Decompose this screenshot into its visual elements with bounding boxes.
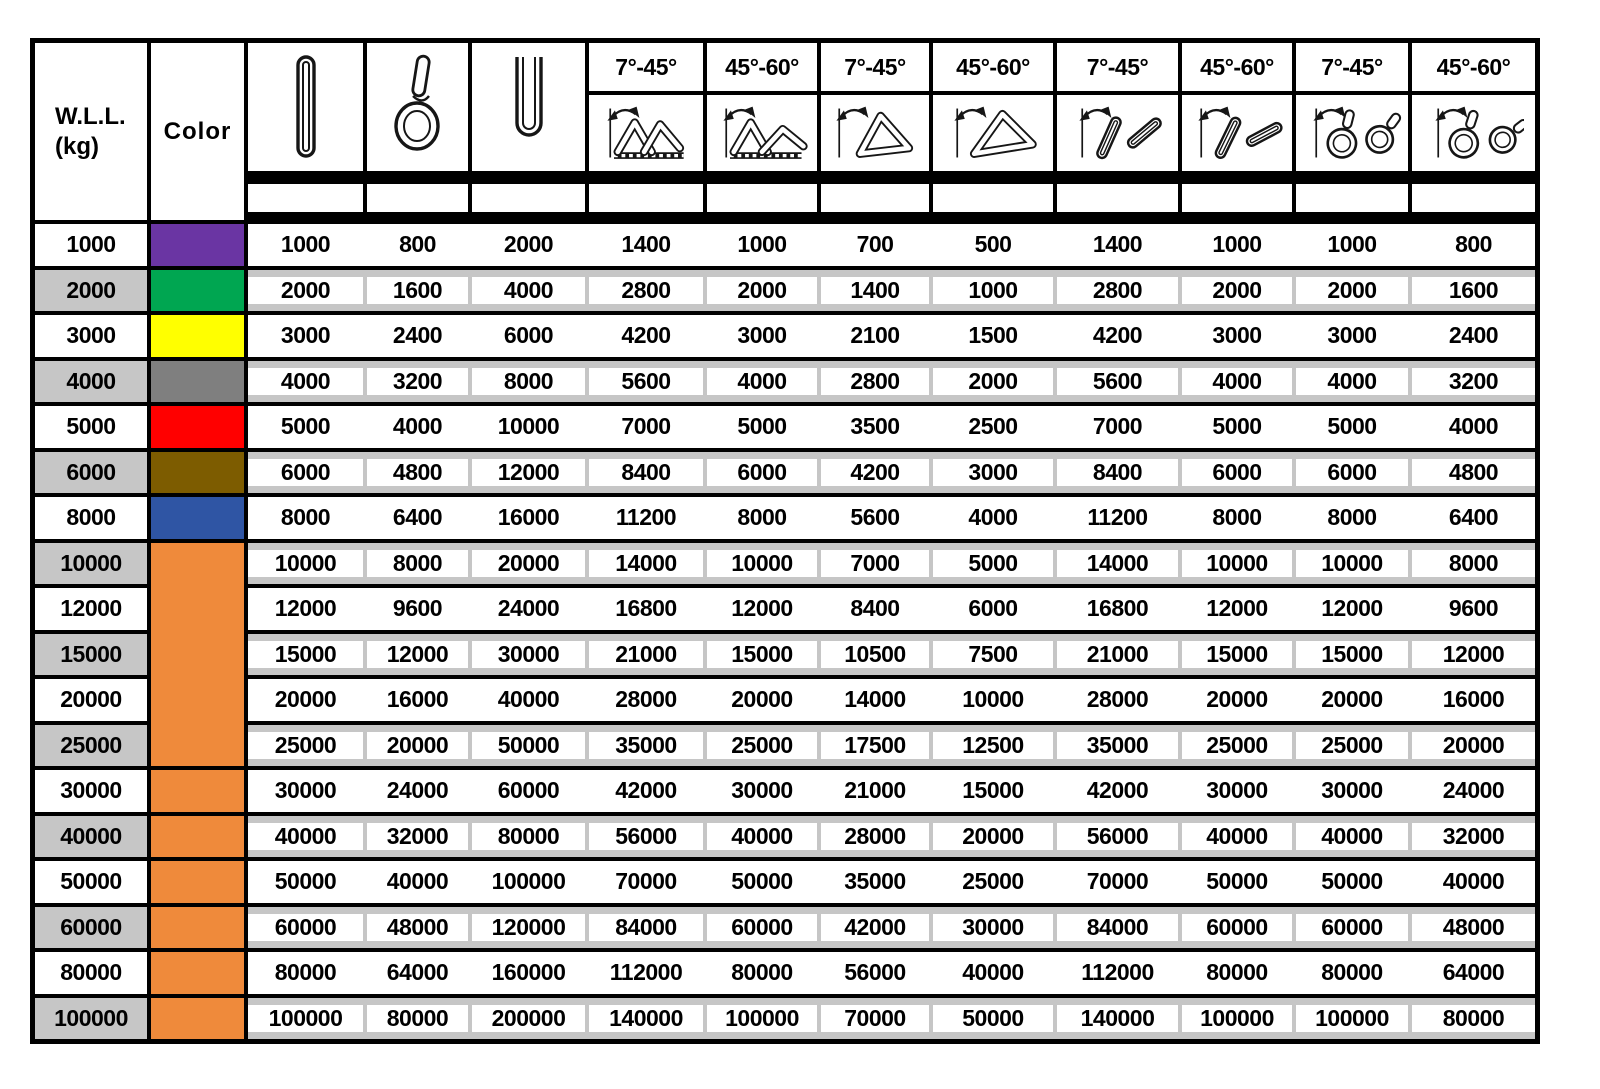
cell-value: 1000 [933, 277, 1053, 304]
cell-value: 8000 [1182, 504, 1292, 531]
cell-value: 40000 [1296, 823, 1408, 850]
cell-value: 70000 [821, 1005, 929, 1032]
cell-value: 5000 [707, 413, 817, 440]
cell-value: 2500 [933, 413, 1053, 440]
cell-value: 21000 [1057, 641, 1178, 668]
value-row [248, 270, 1535, 312]
cell-value: 25000 [933, 868, 1053, 895]
angle-range-label: 45°-60° [707, 43, 817, 91]
load-factor-label: L=1.4 [1057, 184, 1178, 212]
cell-value: 11200 [1057, 504, 1178, 531]
cell-value: 112000 [1057, 959, 1178, 986]
cell-value: 16000 [367, 686, 468, 713]
cell-value: 1000 [1296, 231, 1408, 258]
cell-value: 100000 [1296, 1005, 1408, 1032]
cell-value: 500 [933, 231, 1053, 258]
cell-value: 160000 [472, 959, 585, 986]
cell-value: 3000 [248, 322, 363, 349]
cell-value: 15000 [707, 641, 817, 668]
cell-value: 21000 [821, 777, 929, 804]
cell-value: 8000 [1296, 504, 1408, 531]
cell-value: 12000 [1296, 595, 1408, 622]
cell-value: 6000 [472, 322, 585, 349]
color-swatch-yellow [151, 315, 244, 357]
cell-value: 10500 [821, 641, 929, 668]
cell-value: 8000 [472, 368, 585, 395]
wll-header-line2: (kg) [55, 132, 99, 160]
wll-value-cell: 40000 [35, 816, 147, 858]
cell-value: 2800 [589, 277, 703, 304]
wll-value-cell: 10000 [35, 543, 147, 585]
cell-value: 50000 [933, 1005, 1053, 1032]
cell-value: 8400 [589, 459, 703, 486]
cell-value: 35000 [821, 868, 929, 895]
cell-value: 2000 [1296, 277, 1408, 304]
cell-value: 64000 [367, 959, 468, 986]
cell-value: 80000 [1412, 1005, 1535, 1032]
cell-value: 5000 [1182, 413, 1292, 440]
cell-value: 20000 [1296, 686, 1408, 713]
cell-value: 5600 [1057, 368, 1178, 395]
wll-value-cell: 25000 [35, 725, 147, 767]
cell-value: 14000 [589, 550, 703, 577]
cell-value: 32000 [1412, 823, 1535, 850]
cell-value: 40000 [1182, 823, 1292, 850]
cell-value: 2800 [1057, 277, 1178, 304]
load-factor-band [248, 175, 1535, 220]
cell-value: 2000 [707, 277, 817, 304]
cell-value: 1000 [707, 231, 817, 258]
wll-value-cell: 6000 [35, 452, 147, 494]
cell-value: 24000 [1412, 777, 1535, 804]
wll-value-cell: 1000 [35, 224, 147, 266]
cell-value: 3000 [1182, 322, 1292, 349]
angle-range-label: 7°-45° [1296, 43, 1408, 91]
cell-value: 50000 [1296, 868, 1408, 895]
cell-value: 60000 [1182, 914, 1292, 941]
cell-value: 32000 [367, 823, 468, 850]
cell-value: 7000 [1057, 413, 1178, 440]
value-row [248, 725, 1535, 767]
cell-value: 100000 [472, 868, 585, 895]
value-row [248, 361, 1535, 403]
color-swatch-orange [151, 816, 244, 858]
cell-value: 15000 [1296, 641, 1408, 668]
cell-value: 42000 [589, 777, 703, 804]
value-row [248, 816, 1535, 858]
cell-value: 56000 [589, 823, 703, 850]
wll-header-line1: W.L.L. [55, 103, 126, 131]
value-row [248, 998, 1535, 1040]
cell-value: 40000 [933, 959, 1053, 986]
cell-value: 100000 [248, 1005, 363, 1032]
cell-value: 1000 [1182, 231, 1292, 258]
cell-value: 15000 [933, 777, 1053, 804]
cell-value: 4800 [1412, 459, 1535, 486]
cell-value: 40000 [367, 868, 468, 895]
wll-value-cell: 3000 [35, 315, 147, 357]
cell-value: 48000 [367, 914, 468, 941]
cell-value: 140000 [1057, 1005, 1178, 1032]
cell-value: 40000 [1412, 868, 1535, 895]
cell-value: 24000 [472, 595, 585, 622]
cell-value: 4200 [1057, 322, 1178, 349]
wll-value-cell: 100000 [35, 998, 147, 1040]
cell-value: 80000 [472, 823, 585, 850]
cell-value: 60000 [707, 914, 817, 941]
cell-value: 6000 [1296, 459, 1408, 486]
cell-value: 25000 [707, 732, 817, 759]
cell-value: 1400 [589, 231, 703, 258]
cell-value: 1400 [1057, 231, 1178, 258]
load-factor-label: L=1.0 [248, 184, 363, 212]
cell-value: 6400 [367, 504, 468, 531]
cell-value: 17500 [821, 732, 929, 759]
cell-value: 10000 [933, 686, 1053, 713]
cell-value: 12000 [367, 641, 468, 668]
angle-range-label: 45°-60° [1182, 43, 1292, 91]
cell-value: 800 [367, 231, 468, 258]
basket-pair-narrow-angle-icon [589, 95, 703, 171]
value-row [248, 634, 1535, 676]
cell-value: 1600 [367, 277, 468, 304]
value-row [248, 588, 1535, 630]
cell-value: 40000 [248, 823, 363, 850]
cell-value: 2800 [821, 368, 929, 395]
cell-value: 112000 [589, 959, 703, 986]
triangle-basket-narrow-angle-icon [821, 95, 929, 171]
wll-value-cell: 50000 [35, 861, 147, 903]
cell-value: 30000 [707, 777, 817, 804]
cell-value: 60000 [472, 777, 585, 804]
cell-value: 10000 [472, 413, 585, 440]
wll-value-cell: 20000 [35, 679, 147, 721]
cell-value: 8000 [707, 504, 817, 531]
cell-value: 6000 [933, 595, 1053, 622]
cell-value: 3200 [1412, 368, 1535, 395]
cell-value: 48000 [1412, 914, 1535, 941]
cell-value: 4200 [589, 322, 703, 349]
color-swatch-orange-merged [151, 543, 244, 767]
cell-value: 6000 [707, 459, 817, 486]
cell-value: 4000 [1412, 413, 1535, 440]
cell-value: 10000 [1182, 550, 1292, 577]
load-factor-label: L=0.7 [821, 184, 929, 212]
cell-value: 7000 [821, 550, 929, 577]
cell-value: 80000 [707, 959, 817, 986]
cell-value: 4000 [707, 368, 817, 395]
cell-value: 50000 [707, 868, 817, 895]
cell-value: 20000 [1412, 732, 1535, 759]
cell-value: 80000 [367, 1005, 468, 1032]
cell-value: 16000 [472, 504, 585, 531]
wll-value-cell: 4000 [35, 361, 147, 403]
cell-value: 12500 [933, 732, 1053, 759]
cell-value: 28000 [1057, 686, 1178, 713]
color-swatch-gray [151, 361, 244, 403]
cell-value: 12000 [1412, 641, 1535, 668]
cell-value: 25000 [1182, 732, 1292, 759]
cell-value: 11200 [589, 504, 703, 531]
cell-value: 6400 [1412, 504, 1535, 531]
cell-value: 1500 [933, 322, 1053, 349]
cell-value: 20000 [472, 550, 585, 577]
value-row [248, 406, 1535, 448]
two-leg-choke-narrow-angle-icon [1296, 95, 1408, 171]
wll-value-cell: 2000 [35, 270, 147, 312]
triangle-basket-wide-angle-icon [933, 95, 1053, 171]
value-row [248, 497, 1535, 539]
cell-value: 1600 [1412, 277, 1535, 304]
two-leg-straight-wide-angle-icon [1182, 95, 1292, 171]
cell-value: 10000 [707, 550, 817, 577]
cell-value: 35000 [589, 732, 703, 759]
cell-value: 8000 [1412, 550, 1535, 577]
wll-value-cell: 80000 [35, 952, 147, 994]
cell-value: 3000 [707, 322, 817, 349]
color-swatch-orange [151, 952, 244, 994]
cell-value: 800 [1412, 231, 1535, 258]
cell-value: 5600 [589, 368, 703, 395]
cell-value: 5000 [248, 413, 363, 440]
value-row [248, 679, 1535, 721]
color-swatch-blue [151, 497, 244, 539]
cell-value: 12000 [248, 595, 363, 622]
value-row [248, 315, 1535, 357]
cell-value: 12000 [1182, 595, 1292, 622]
cell-value: 1000 [248, 231, 363, 258]
cell-value: 3000 [1296, 322, 1408, 349]
cell-value: 15000 [248, 641, 363, 668]
cell-value: 2000 [1182, 277, 1292, 304]
load-factor-label: L=2.0 [472, 184, 585, 212]
cell-value: 4200 [821, 459, 929, 486]
cell-value: 84000 [589, 914, 703, 941]
color-header-cell: Color [151, 43, 244, 220]
two-leg-straight-narrow-angle-icon [1057, 95, 1178, 171]
cell-value: 16800 [589, 595, 703, 622]
cell-value: 100000 [1182, 1005, 1292, 1032]
cell-value: 30000 [933, 914, 1053, 941]
angle-range-label: 7°-45° [821, 43, 929, 91]
cell-value: 700 [821, 231, 929, 258]
wll-header-cell [35, 43, 147, 220]
cell-value: 50000 [472, 732, 585, 759]
cell-value: 4000 [933, 504, 1053, 531]
cell-value: 42000 [1057, 777, 1178, 804]
cell-value: 40000 [707, 823, 817, 850]
color-swatch-orange [151, 770, 244, 812]
cell-value: 15000 [1182, 641, 1292, 668]
basket-pair-wide-angle-icon [707, 95, 817, 171]
cell-value: 8400 [821, 595, 929, 622]
cell-value: 20000 [1182, 686, 1292, 713]
cell-value: 5000 [933, 550, 1053, 577]
wll-value-cell: 30000 [35, 770, 147, 812]
cell-value: 7500 [933, 641, 1053, 668]
cell-value: 70000 [589, 868, 703, 895]
cell-value: 16000 [1412, 686, 1535, 713]
cell-value: 28000 [821, 823, 929, 850]
value-row [248, 452, 1535, 494]
wll-table [30, 38, 1540, 1044]
cell-value: 30000 [472, 641, 585, 668]
load-factor-label: L=0.8 [367, 184, 468, 212]
cell-value: 28000 [589, 686, 703, 713]
cell-value: 5000 [1296, 413, 1408, 440]
cell-value: 6000 [248, 459, 363, 486]
value-row [248, 770, 1535, 812]
cell-value: 6000 [1182, 459, 1292, 486]
cell-value: 56000 [821, 959, 929, 986]
cell-value: 12000 [472, 459, 585, 486]
wll-value-cell: 8000 [35, 497, 147, 539]
cell-value: 8000 [367, 550, 468, 577]
cell-value: 2400 [367, 322, 468, 349]
load-factor-label: L=1.0 [1296, 184, 1408, 212]
cell-value: 8000 [248, 504, 363, 531]
cell-value: 140000 [589, 1005, 703, 1032]
cell-value: 80000 [1182, 959, 1292, 986]
angle-range-label: 7°-45° [1057, 43, 1178, 91]
cell-value: 4000 [248, 368, 363, 395]
value-row [248, 907, 1535, 949]
cell-value: 10000 [1296, 550, 1408, 577]
cell-value: 50000 [248, 868, 363, 895]
cell-value: 56000 [1057, 823, 1178, 850]
color-swatch-purple [151, 224, 244, 266]
color-swatch-green [151, 270, 244, 312]
value-row [248, 861, 1535, 903]
cell-value: 35000 [1057, 732, 1178, 759]
cell-value: 20000 [933, 823, 1053, 850]
cell-value: 5600 [821, 504, 929, 531]
cell-value: 30000 [1296, 777, 1408, 804]
cell-value: 9600 [367, 595, 468, 622]
cell-value: 21000 [589, 641, 703, 668]
wll-value-cell: 12000 [35, 588, 147, 630]
angle-range-label: 45°-60° [1412, 43, 1535, 91]
cell-value: 120000 [472, 914, 585, 941]
cell-value: 3200 [367, 368, 468, 395]
cell-value: 80000 [1296, 959, 1408, 986]
cell-value: 14000 [821, 686, 929, 713]
cell-value: 4000 [367, 413, 468, 440]
cell-value: 25000 [248, 732, 363, 759]
value-row [248, 952, 1535, 994]
cell-value: 30000 [1182, 777, 1292, 804]
cell-value: 2000 [248, 277, 363, 304]
load-factor-label: L=1.4 [589, 184, 703, 212]
cell-value: 20000 [367, 732, 468, 759]
wll-value-cell: 15000 [35, 634, 147, 676]
color-swatch-red [151, 406, 244, 448]
cell-value: 30000 [248, 777, 363, 804]
wll-value-cell: 5000 [35, 406, 147, 448]
angle-range-label: 45°-60° [933, 43, 1053, 91]
cell-value: 2000 [472, 231, 585, 258]
cell-value: 7000 [589, 413, 703, 440]
cell-value: 2000 [933, 368, 1053, 395]
load-factor-label: L=0.5 [933, 184, 1053, 212]
cell-value: 4000 [1296, 368, 1408, 395]
choke-hitch-sling-icon [367, 43, 468, 171]
cell-value: 3000 [933, 459, 1053, 486]
load-factor-label: L=1.0 [1182, 184, 1292, 212]
cell-value: 100000 [707, 1005, 817, 1032]
cell-value: 70000 [1057, 868, 1178, 895]
cell-value: 8400 [1057, 459, 1178, 486]
cell-value: 60000 [248, 914, 363, 941]
cell-value: 50000 [1182, 868, 1292, 895]
cell-value: 20000 [707, 686, 817, 713]
basket-hitch-sling-icon [472, 43, 585, 171]
load-factor-label: L=1.0 [707, 184, 817, 212]
cell-value: 4000 [472, 277, 585, 304]
wll-value-cell: 60000 [35, 907, 147, 949]
angle-range-label: 7°-45° [589, 43, 703, 91]
cell-value: 12000 [707, 595, 817, 622]
cell-value: 10000 [248, 550, 363, 577]
cell-value: 42000 [821, 914, 929, 941]
cell-value: 16800 [1057, 595, 1178, 622]
color-swatch-orange [151, 998, 244, 1040]
cell-value: 25000 [1296, 732, 1408, 759]
cell-value: 40000 [472, 686, 585, 713]
value-row [248, 224, 1535, 266]
two-leg-choke-wide-angle-icon [1412, 95, 1535, 171]
cell-value: 80000 [248, 959, 363, 986]
cell-value: 9600 [1412, 595, 1535, 622]
cell-value: 20000 [248, 686, 363, 713]
cell-value: 2400 [1412, 322, 1535, 349]
cell-value: 4000 [1182, 368, 1292, 395]
color-swatch-orange [151, 907, 244, 949]
cell-value: 24000 [367, 777, 468, 804]
cell-value: 60000 [1296, 914, 1408, 941]
cell-value: 84000 [1057, 914, 1178, 941]
vertical-sling-icon [248, 43, 363, 171]
cell-value: 64000 [1412, 959, 1535, 986]
load-factor-label: L=0.8 [1412, 184, 1535, 212]
color-swatch-orange [151, 861, 244, 903]
color-swatch-brown [151, 452, 244, 494]
cell-value: 1400 [821, 277, 929, 304]
cell-value: 2100 [821, 322, 929, 349]
cell-value: 14000 [1057, 550, 1178, 577]
cell-value: 200000 [472, 1005, 585, 1032]
cell-value: 4800 [367, 459, 468, 486]
cell-value: 3500 [821, 413, 929, 440]
value-row [248, 543, 1535, 585]
